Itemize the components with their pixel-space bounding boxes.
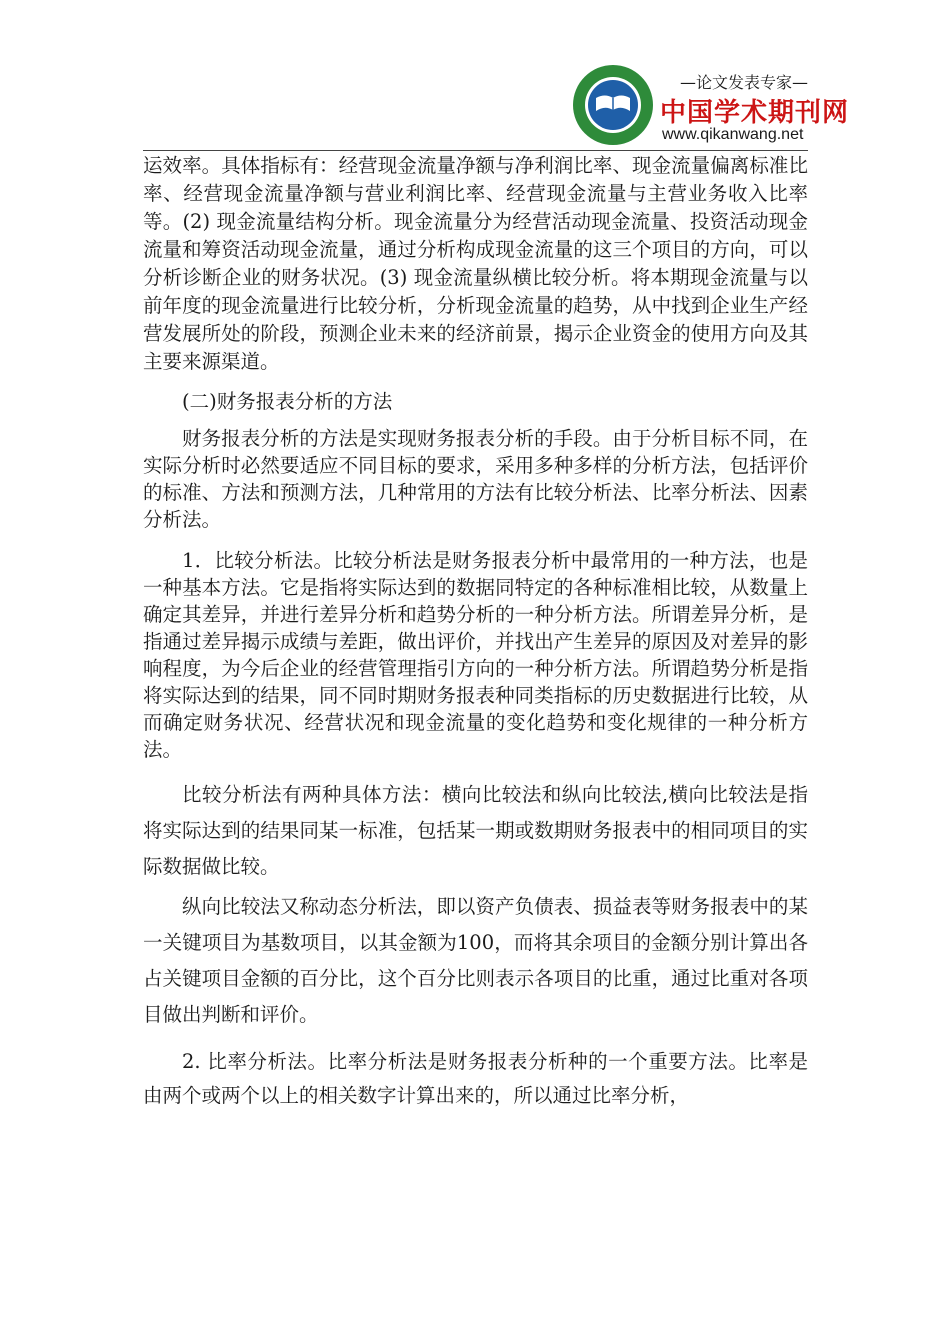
qikanwang-logo-icon <box>572 64 654 146</box>
paragraph-vertical-comparison: 纵向比较法又称动态分析法，即以资产负债表、损益表等财务报表中的某一关键项目为基数项目，以其金额为100，而将其余项目的金额分别计算出各占关键项目金额的百分比，这个百分比则表示各项目的比重，通过比重对各项目做出判断和评价。 <box>143 895 808 1026</box>
paragraph-ratio-method: 2. 比率分析法。比率分析法是财务报表分析种的一个重要方法。比率是由两个或两个以上的相关数字计算出来的，所以通过比率分析， <box>143 1050 808 1107</box>
page-header <box>0 0 950 150</box>
paragraph-cash-flow-analysis: 运效率。具体指标有：经营现金流量净额与净利润比率、现金流量偏离标准比率、经营现金流量净额与营业利润比率、经营现金流量与主营业务收入比率等。(2) 现金流量结构分析。现金流量分为经营活动现金流量、投资活动现金流量和筹资活动现金流量，通过分析构成现金流量的这三个项目的方向，可以分析诊断企业的财务状况。(3) 现金流量纵横比较分析。将本期现金流量与以前年度的现金流量进行比较分析，分析现金流量的趋势，从中找到企业生产经营发展所处的阶段，预测企业未来的经济前景，揭示企业资金的使用方向及其主要来源渠道。 <box>143 154 808 373</box>
paragraph-comparison-types: 比较分析法有两种具体方法：横向比较法和纵向比较法,横向比较法是指将实际达到的结果同某一标准，包括某一期或数期财务报表中的相同项目的实际数据做比较。 <box>143 783 808 878</box>
header-site-url: www.qikanwang.net <box>662 126 804 143</box>
document-body <box>143 152 808 1113</box>
header-brand: 中国学术期刊网 <box>660 98 850 128</box>
header-divider <box>143 150 808 151</box>
paragraph-comparison-method: 1．比较分析法。比较分析法是财务报表分析中最常用的一种方法，也是一种基本方法。它是指将实际达到的数据同特定的各种标准相比较，从数量上确定其差异，并进行差异分析和趋势分析的一种分析方法。所谓差异分析，是指通过差异揭示成绩与差距，做出评价，并找出产生差异的原因及对差异的影响程度，为今后企业的经营管理指引方向的一种分析方法。所谓趋势分析是指将实际达到的结果，同不同时期财务报表种同类指标的历史数据进行比较，从而确定财务状况、经营状况和现金流量的变化趋势和变化规律的一种分析方法。 <box>143 549 808 761</box>
section-heading-methods: (二)财务报表分析的方法 <box>182 390 393 413</box>
header-tagline: —论文发表专家— <box>680 73 809 92</box>
paragraph-methods-intro: 财务报表分析的方法是实现财务报表分析的手段。由于分析目标不同，在实际分析时必然要适应不同目标的要求，采用多种多样的分析方法，包括评价的标准、方法和预测方法，几种常用的方法有比较分析法、比率分析法、因素分析法。 <box>143 427 808 531</box>
